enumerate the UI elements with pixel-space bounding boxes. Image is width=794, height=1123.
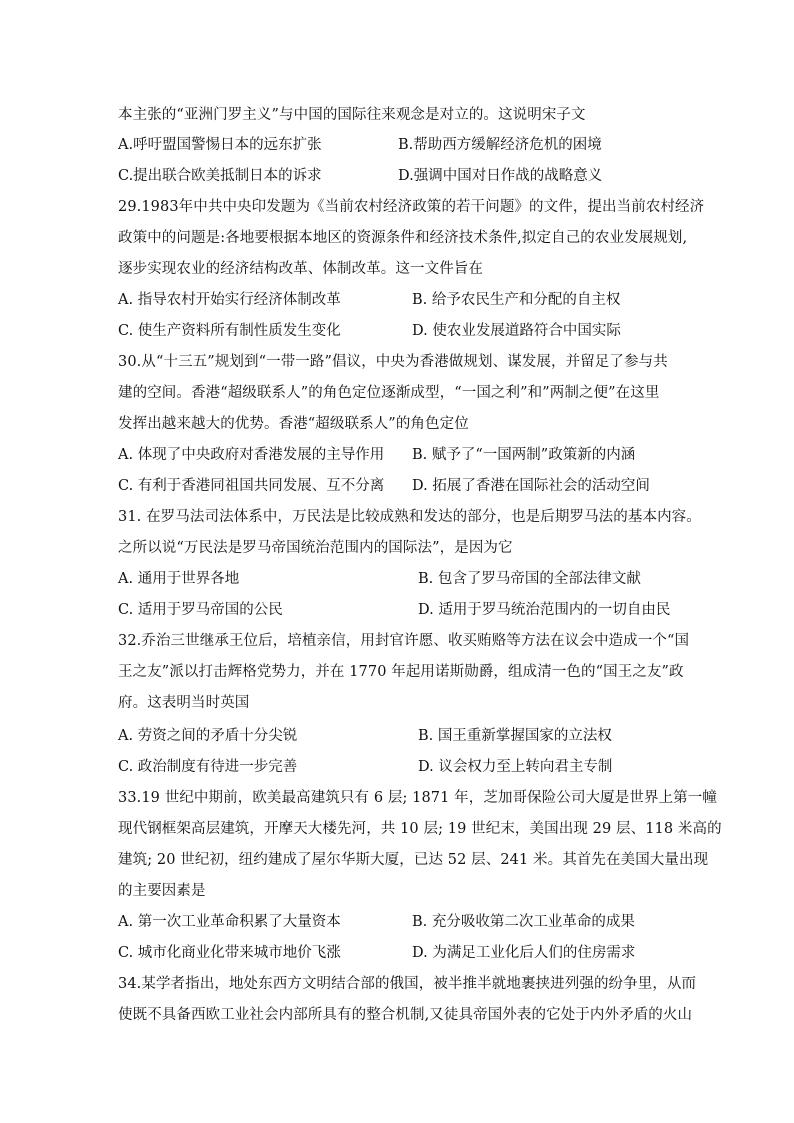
q28-option-a: A.呼吁盟国警惕日本的远东扩张 <box>118 137 322 153</box>
q29-option-b: B. 给予农民生产和分配的自主权 <box>412 292 621 308</box>
question-33-stem-line-1: 33.19 世纪中期前，欧美最高建筑只有 6 层; 1871 年，芝加哥保险公司大厦是世界上第一幢 <box>118 790 717 806</box>
question-29-stem-line-2: 政策中的问题是:各地要根据本地区的资源条件和经济技术条件,拟定自己的农业发展规划, <box>118 230 688 246</box>
question-31-stem-line-1: 31. 在罗马法司法体系中，万民法是比较成熟和发达的部分，也是后期罗马法的基本内容。 <box>118 509 701 525</box>
question-32-stem-line-1: 32.乔治三世继承王位后，培植亲信，用封官许愿、收买贿赂等方法在议会中造成一个“国 <box>118 633 690 649</box>
q29-option-d: D. 使农业发展道路符合中国实际 <box>412 323 621 339</box>
question-29-stem-line-1: 29.1983年中共中央印发题为《当前农村经济政策的若干问题》的文件，提出当前农村经济 <box>118 199 705 215</box>
q32-option-a: A. 劳资之间的矛盾十分尖锐 <box>118 728 298 744</box>
q29-option-a: A. 指导农村开始实行经济体制改革 <box>118 292 341 308</box>
question-33-stem-line-3: 建筑; 20 世纪初，纽约建成了屋尔华斯大厦，已达 52 层、241 米。其首先在美国大量出现 <box>118 852 709 868</box>
q28-option-d: D.强调中国对日作战的战略意义 <box>398 168 603 184</box>
question-32-stem-line-2: 王之友”派以打击辉格党势力，并在 1770 年起用诺斯勋爵，组成清一色的“国王之友”政 <box>118 664 684 680</box>
q33-option-a: A. 第一次工业革命积累了大量资本 <box>118 914 341 930</box>
q33-option-b: B. 充分吸收第二次工业革命的成果 <box>412 914 635 930</box>
question-31-stem-line-2: 之所以说“万民法是罗马帝国统治范围内的国际法”，是因为它 <box>118 540 513 556</box>
q32-option-d: D. 议会权力至上转向君主专制 <box>418 759 613 775</box>
q30-option-b: B. 赋予了“一国两制”政策新的内涵 <box>412 447 636 463</box>
q32-option-b: B. 国王重新掌握国家的立法权 <box>418 728 612 744</box>
question-30-stem-line-3: 发挥出越来越大的优势。香港“超级联系人”的角色定位 <box>118 416 469 432</box>
question-33-stem-line-2: 现代钢框架高层建筑，开摩天大楼先河，共 10 层; 19 世纪末，美国出现 29 层、118 米高的 <box>118 821 722 837</box>
question-30-stem-line-2: 建的空间。香港“超级联系人”的角色定位逐渐成型，“一国之利”和”两制之便”在这里 <box>118 385 660 401</box>
question-34-stem-line-1: 34.某学者指出，地处东西方文明结合部的俄国，被半推半就地裹挟进列强的纷争里，从而 <box>118 976 697 992</box>
q33-option-c: C. 城市化商业化带来城市地价飞涨 <box>118 945 341 961</box>
question-32-stem-line-3: 府。这表明当时英国 <box>118 695 250 711</box>
q30-option-a: A. 体现了中央政府对香港发展的主导作用 <box>118 447 385 463</box>
q28-option-b: B.帮助西方缓解经济危机的困境 <box>398 137 602 153</box>
q33-option-d: D. 为满足工业化后人们的住房需求 <box>412 945 636 961</box>
question-30-stem-line-1: 30.从“十三五”规划到“一带一路”倡议，中央为香港做规划、谋发展，并留足了参与共 <box>118 354 668 370</box>
q31-option-d: D. 适用于罗马统治范围内的一切自由民 <box>418 602 671 618</box>
q28-option-c: C.提出联合欧美抵制日本的诉求 <box>118 168 322 184</box>
question-29-stem-line-3: 逐步实现农业的经济结构改革、体制改革。这一文件旨在 <box>118 261 483 277</box>
question-33-stem-line-4: 的主要因素是 <box>118 883 206 899</box>
q31-option-b: B. 包含了罗马帝国的全部法律文献 <box>418 571 641 587</box>
q30-option-d: D. 拓展了香港在国际社会的活动空间 <box>412 478 650 494</box>
question-34-stem-line-2: 使既不具备西欧工业社会内部所具有的整合机制,又徒具帝国外表的它处于内外矛盾的火山 <box>118 1007 693 1023</box>
q30-option-c: C. 有利于香港同祖国共同发展、互不分离 <box>118 478 385 494</box>
q29-option-c: C. 使生产资料所有制性质发生变化 <box>118 323 341 339</box>
q32-option-c: C. 政治制度有待进一步完善 <box>118 759 298 775</box>
q31-option-c: C. 适用于罗马帝国的公民 <box>118 602 283 618</box>
question-28-stem-tail: 本主张的“亚洲门罗主义”与中国的国际往来观念是对立的。这说明宋子文 <box>118 107 586 123</box>
q31-option-a: A. 通用于世界各地 <box>118 571 240 587</box>
